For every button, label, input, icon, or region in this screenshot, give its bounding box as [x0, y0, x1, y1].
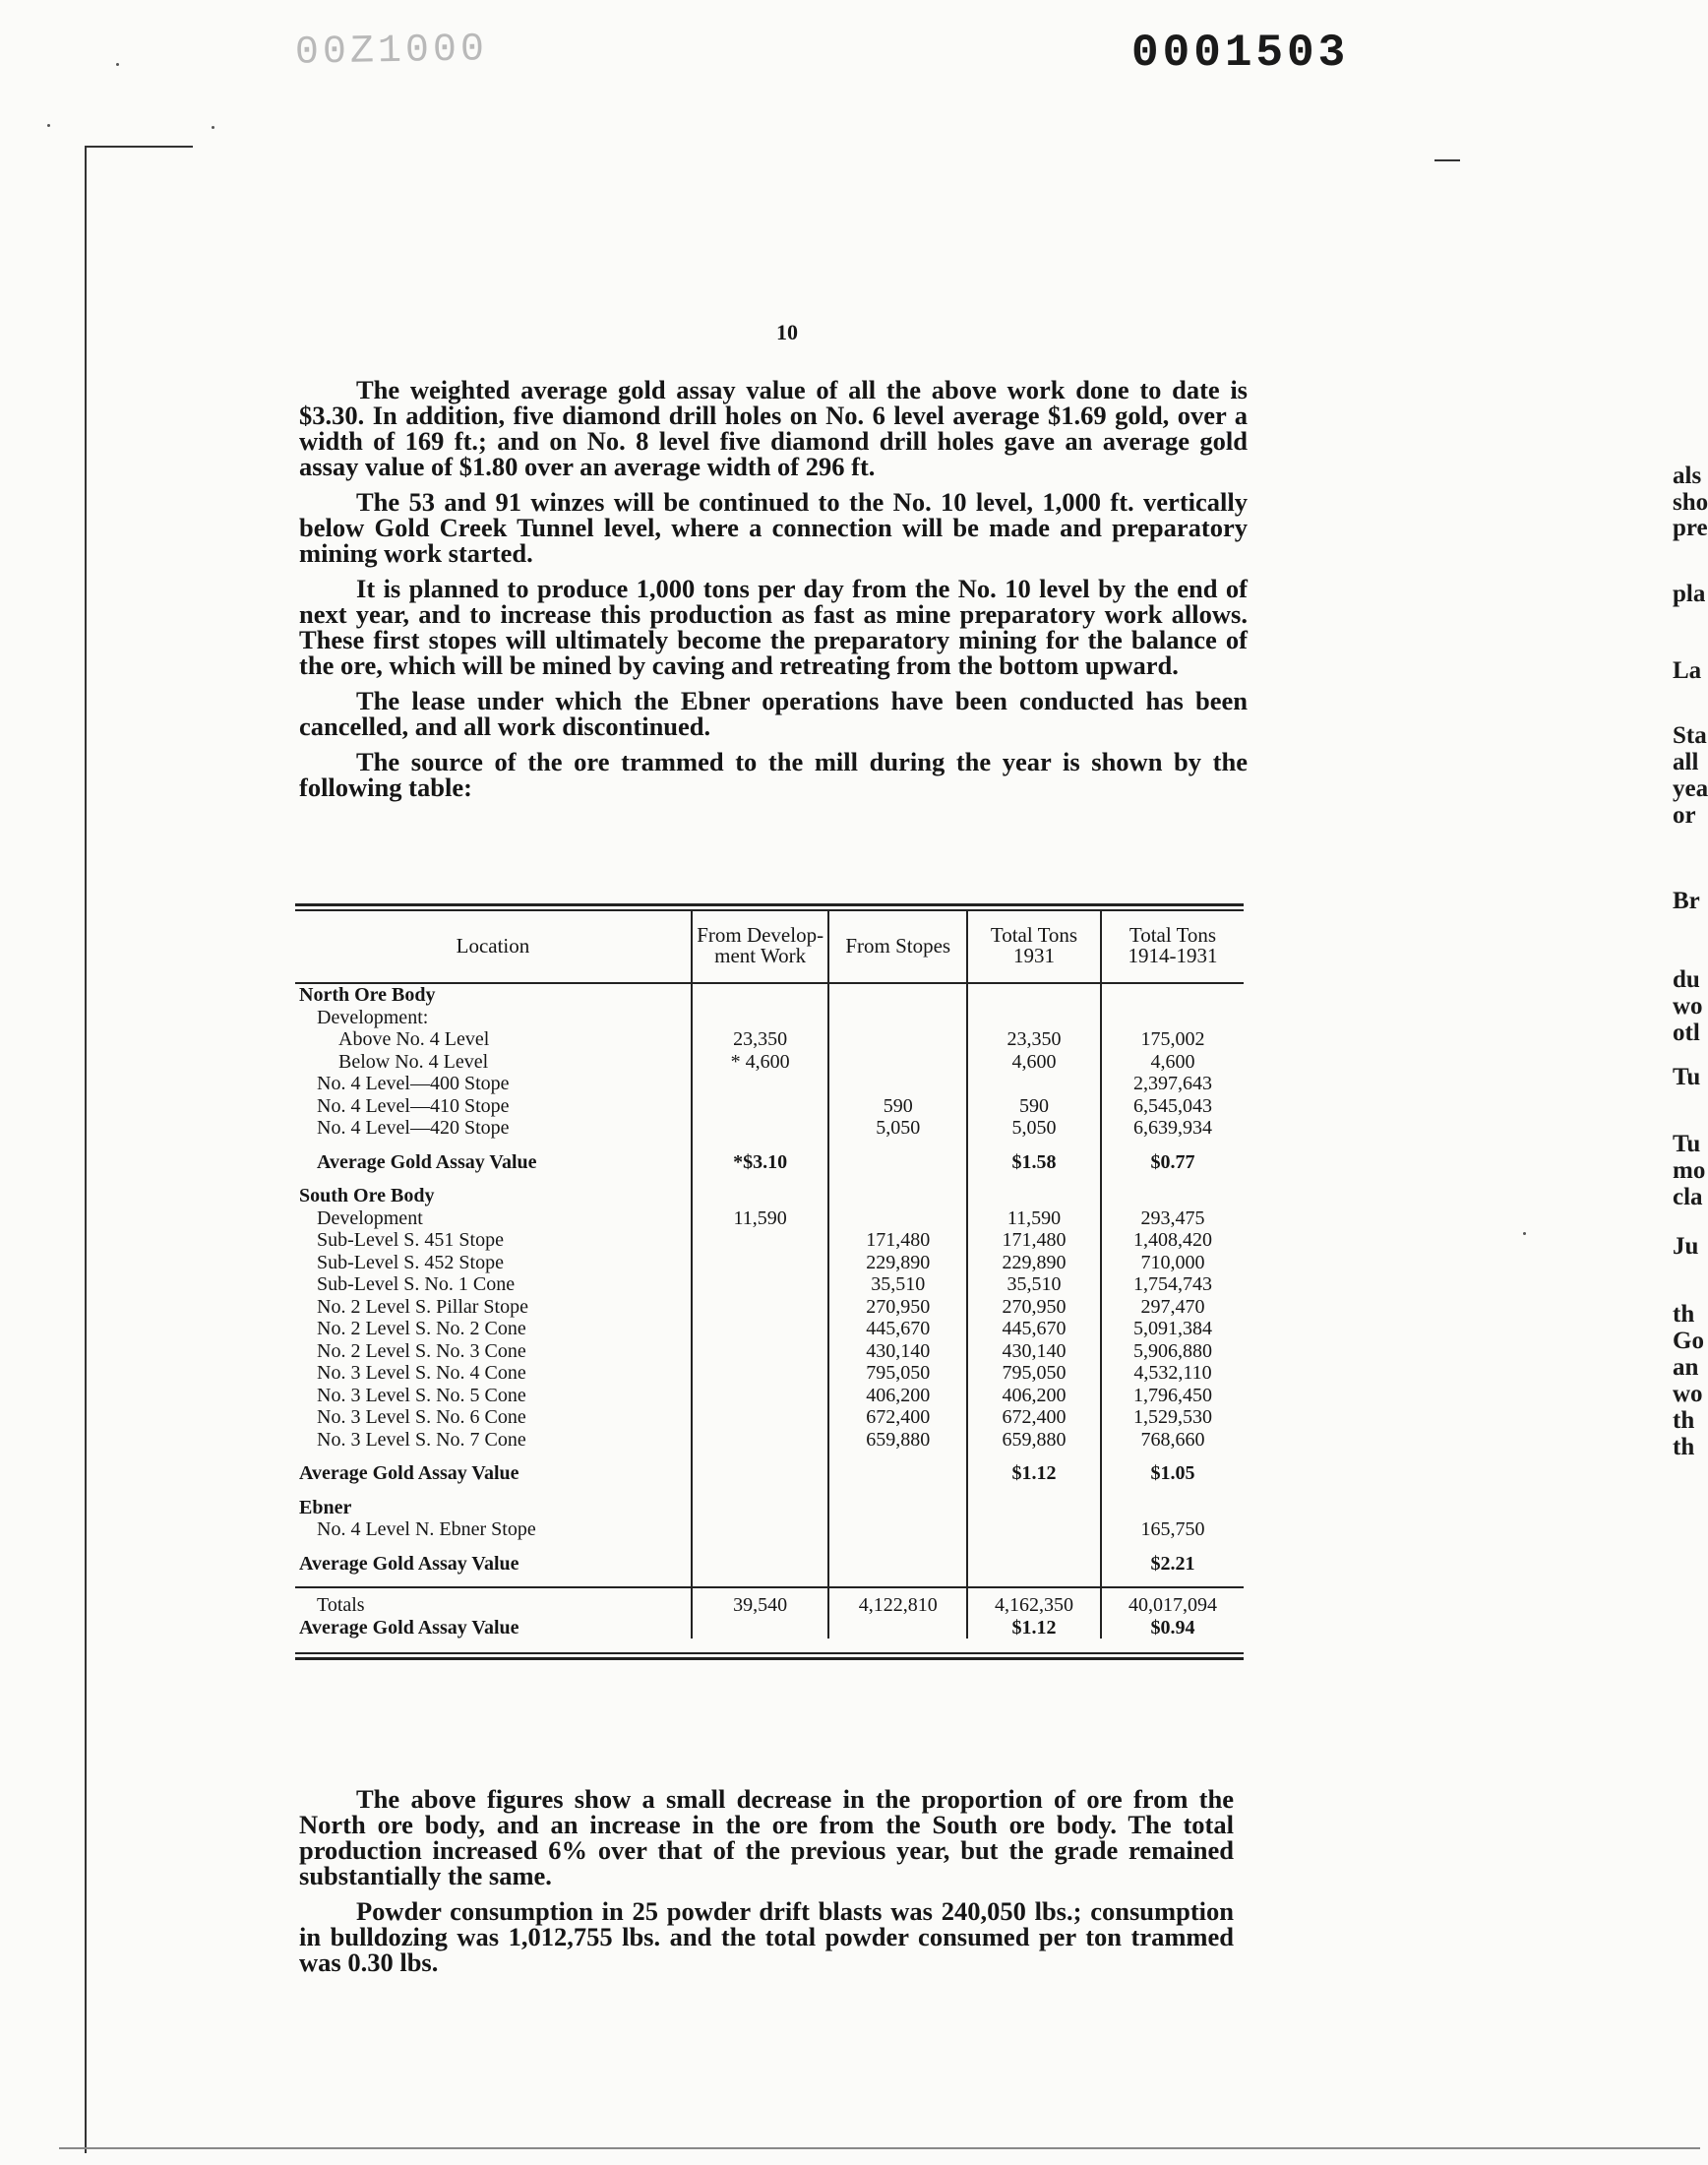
value-cell: 270,950	[967, 1296, 1101, 1319]
value-cell	[692, 1073, 829, 1095]
table-row	[295, 1117, 1244, 1140]
value-cell	[692, 1497, 829, 1519]
value-cell	[692, 1362, 829, 1385]
value-cell: 1,529,530	[1101, 1406, 1244, 1429]
value-cell: $0.94	[1101, 1617, 1244, 1639]
gap-cell	[828, 1140, 967, 1151]
margin-fragment: sho	[1673, 489, 1708, 516]
row-label-cell	[295, 1296, 692, 1319]
value-cell: 39,540	[692, 1587, 829, 1617]
value-cell: 6,545,043	[1101, 1095, 1244, 1118]
row-label: No. 2 Level S. Pillar Stope	[317, 1295, 528, 1318]
gap-cell	[967, 1173, 1101, 1185]
value-cell: 35,510	[828, 1273, 967, 1296]
value-cell	[828, 1028, 967, 1051]
row-label: Average Gold Assay Value	[317, 1150, 537, 1173]
row-label-cell	[295, 1207, 692, 1230]
paragraph: The lease under which the Ebner operations have been conducted has been cancelled, and all work discontinued.	[299, 686, 1248, 741]
value-cell	[1101, 1185, 1244, 1207]
row-label: No. 2 Level S. No. 3 Cone	[317, 1339, 526, 1362]
value-cell: 5,091,384	[1101, 1318, 1244, 1340]
table-gap-row	[295, 1173, 1244, 1185]
table-row	[295, 1518, 1244, 1541]
value-cell: 430,140	[828, 1340, 967, 1363]
margin-fragment: Go	[1673, 1328, 1704, 1354]
table-row	[295, 1051, 1244, 1074]
margin-fragment: Tu	[1673, 1131, 1701, 1157]
header-development: From Develop- ment Work	[692, 911, 829, 983]
value-cell: $1.05	[1101, 1462, 1244, 1485]
table-gap-row	[295, 1575, 1244, 1587]
gap-cell	[295, 1173, 692, 1185]
row-label-cell	[295, 983, 692, 1007]
header-total-1931: Total Tons 1931	[967, 911, 1101, 983]
table-row	[295, 1073, 1244, 1095]
value-cell: 590	[828, 1095, 967, 1118]
page-edge-right-mark	[1434, 159, 1460, 161]
row-label: Totals	[317, 1594, 365, 1616]
value-cell: 659,880	[967, 1429, 1101, 1452]
table-bottom-rule	[295, 1652, 1244, 1660]
row-label-cell	[295, 1318, 692, 1340]
table-row	[295, 1617, 1244, 1639]
value-cell: 171,480	[828, 1229, 967, 1252]
value-cell	[828, 1497, 967, 1519]
table-row	[295, 1587, 1244, 1617]
row-label-cell	[295, 1073, 692, 1095]
ore-table	[295, 911, 1244, 1639]
body-text-bottom	[299, 1786, 1234, 1985]
row-label: Development	[317, 1206, 423, 1229]
value-cell	[692, 1553, 829, 1576]
value-cell	[692, 1340, 829, 1363]
value-cell: 672,400	[828, 1406, 967, 1429]
row-label-cell	[295, 1340, 692, 1363]
value-cell: 11,590	[967, 1207, 1101, 1230]
value-cell: $2.21	[1101, 1553, 1244, 1576]
value-cell: $1.58	[967, 1151, 1101, 1174]
value-cell: 165,750	[1101, 1518, 1244, 1541]
row-label-cell	[295, 1553, 692, 1576]
gap-cell	[828, 1575, 967, 1587]
table-top-rule	[295, 903, 1244, 911]
row-label: Average Gold Assay Value	[299, 1616, 519, 1639]
value-cell: 270,950	[828, 1296, 967, 1319]
speck	[116, 63, 119, 66]
gap-cell	[1101, 1575, 1244, 1587]
value-cell	[692, 1185, 829, 1207]
value-cell	[828, 1185, 967, 1207]
paragraph: The source of the ore trammed to the mill during the year is shown by the following table:	[299, 747, 1248, 802]
row-label: No. 4 Level—420 Stope	[317, 1117, 510, 1139]
margin-fragment: Ju	[1673, 1233, 1699, 1260]
value-cell: $1.12	[967, 1462, 1101, 1485]
value-cell: 4,532,110	[1101, 1362, 1244, 1385]
margin-fragment: wo	[1673, 1381, 1703, 1407]
row-label: Average Gold Assay Value	[299, 1552, 519, 1575]
table-row	[295, 1273, 1244, 1296]
value-cell: 175,002	[1101, 1028, 1244, 1051]
table-row	[295, 1362, 1244, 1385]
value-cell	[967, 1497, 1101, 1519]
value-cell	[828, 1207, 967, 1230]
value-cell: 768,660	[1101, 1429, 1244, 1452]
value-cell: 1,796,450	[1101, 1385, 1244, 1407]
value-cell: 590	[967, 1095, 1101, 1118]
value-cell	[1101, 1007, 1244, 1029]
row-label: Average Gold Assay Value	[299, 1462, 519, 1484]
row-label: Sub-Level S. No. 1 Cone	[317, 1273, 516, 1295]
row-label: Below No. 4 Level	[338, 1050, 489, 1073]
gap-cell	[295, 1140, 692, 1151]
value-cell	[692, 1273, 829, 1296]
margin-fragment: pla	[1673, 581, 1706, 607]
row-label-cell	[295, 1406, 692, 1429]
row-label: No. 4 Level N. Ebner Stope	[317, 1518, 536, 1540]
margin-fragment: pre	[1673, 515, 1708, 541]
faded-stamp: 00Z1000	[294, 28, 489, 76]
gap-cell	[828, 1451, 967, 1462]
margin-fragment: otl	[1673, 1020, 1700, 1046]
value-cell	[692, 1229, 829, 1252]
table-row	[295, 1497, 1244, 1519]
value-cell	[692, 1617, 829, 1639]
body-text-top	[299, 377, 1248, 810]
table-row	[295, 1429, 1244, 1452]
table-row	[295, 1553, 1244, 1576]
value-cell: 40,017,094	[1101, 1587, 1244, 1617]
speck	[1523, 1232, 1526, 1235]
paragraph: The above figures show a small decrease in the proportion of ore from the North ore body, and an increase in the ore from the South ore body. The total production increased 6% over that of the previous year, but the grade remained substantially the same.	[299, 1784, 1234, 1890]
margin-fragment: als	[1673, 463, 1702, 489]
header-location: Location	[295, 911, 692, 983]
row-label-cell	[295, 1497, 692, 1519]
value-cell: 5,050	[828, 1117, 967, 1140]
page-edge-left	[85, 146, 87, 2153]
row-label-cell	[295, 1518, 692, 1541]
gap-cell	[1101, 1541, 1244, 1553]
value-cell: * 4,600	[692, 1051, 829, 1074]
value-cell	[692, 1117, 829, 1140]
table-row	[295, 1151, 1244, 1174]
margin-fragment: yea	[1673, 775, 1708, 802]
paragraph: The 53 and 91 winzes will be continued to the No. 10 level, 1,000 ft. vertically below Gold Creek Tunnel level, where a connection will be made and preparatory mining work started.	[299, 487, 1248, 568]
value-cell	[828, 1151, 967, 1174]
value-cell	[692, 983, 829, 1007]
row-label: Development:	[317, 1006, 429, 1028]
table-gap-row	[295, 1140, 1244, 1151]
row-label: Sub-Level S. 451 Stope	[317, 1229, 504, 1251]
margin-fragment: wo	[1673, 993, 1703, 1020]
value-cell	[692, 1296, 829, 1319]
value-cell	[967, 1553, 1101, 1576]
margin-fragment: Sta	[1673, 722, 1707, 749]
value-cell	[967, 1073, 1101, 1095]
gap-cell	[692, 1485, 829, 1497]
value-cell	[692, 1462, 829, 1485]
header-stopes: From Stopes	[828, 911, 967, 983]
value-cell	[692, 1518, 829, 1541]
margin-fragment: du	[1673, 966, 1700, 993]
table-row	[295, 1007, 1244, 1029]
row-label: Sub-Level S. 452 Stope	[317, 1251, 504, 1273]
value-cell	[967, 1007, 1101, 1029]
row-label-cell	[295, 1007, 692, 1029]
row-label: No. 3 Level S. No. 6 Cone	[317, 1406, 526, 1428]
value-cell: 35,510	[967, 1273, 1101, 1296]
gap-cell	[295, 1575, 692, 1587]
gap-cell	[1101, 1451, 1244, 1462]
gap-cell	[967, 1140, 1101, 1151]
margin-fragment: all	[1673, 749, 1699, 775]
gap-cell	[967, 1575, 1101, 1587]
value-cell: 795,050	[828, 1362, 967, 1385]
table-row	[295, 1318, 1244, 1340]
gap-cell	[967, 1485, 1101, 1497]
row-label-cell	[295, 1362, 692, 1385]
row-label: Above No. 4 Level	[338, 1028, 490, 1050]
row-label: No. 3 Level S. No. 5 Cone	[317, 1384, 526, 1406]
value-cell: 229,890	[967, 1252, 1101, 1274]
value-cell	[1101, 1497, 1244, 1519]
table-gap-row	[295, 1541, 1244, 1553]
value-cell: 430,140	[967, 1340, 1101, 1363]
table-row	[295, 1462, 1244, 1485]
row-label-cell	[295, 1252, 692, 1274]
page-edge-bottom	[59, 2147, 1700, 2149]
value-cell	[692, 1252, 829, 1274]
header-total-1914-1931: Total Tons 1914-1931	[1101, 911, 1244, 983]
row-label: No. 4 Level—400 Stope	[317, 1073, 510, 1094]
table-row	[295, 1340, 1244, 1363]
margin-fragment: mo	[1673, 1157, 1706, 1184]
gap-cell	[967, 1541, 1101, 1553]
ore-source-table	[295, 903, 1244, 1660]
gap-cell	[692, 1575, 829, 1587]
table-gap-row	[295, 1451, 1244, 1462]
value-cell	[1101, 983, 1244, 1007]
value-cell	[692, 1318, 829, 1340]
document-number-stamp: 0001503	[1131, 28, 1350, 79]
value-cell	[692, 1095, 829, 1118]
row-label-cell	[295, 1095, 692, 1118]
table-row	[295, 1095, 1244, 1118]
table-row	[295, 1229, 1244, 1252]
value-cell: 171,480	[967, 1229, 1101, 1252]
row-label-cell	[295, 1151, 692, 1174]
row-label-cell	[295, 1617, 692, 1639]
table-header-row	[295, 911, 1244, 983]
row-label-cell	[295, 1462, 692, 1485]
table-gap-row	[295, 1485, 1244, 1497]
row-label: No. 4 Level—410 Stope	[317, 1094, 510, 1117]
value-cell: 795,050	[967, 1362, 1101, 1385]
row-label-cell	[295, 1429, 692, 1452]
value-cell: 4,600	[967, 1051, 1101, 1074]
row-label: Ebner	[299, 1496, 352, 1518]
value-cell	[828, 1553, 967, 1576]
gap-cell	[828, 1541, 967, 1553]
row-label-cell	[295, 1587, 692, 1617]
row-label: No. 3 Level S. No. 7 Cone	[317, 1428, 526, 1451]
value-cell: 6,639,934	[1101, 1117, 1244, 1140]
paragraph: It is planned to produce 1,000 tons per day from the No. 10 level by the end of next year, and to increase this production as fast as mine preparatory work allows. These first stopes will ultimately become the preparatory mining for the balance of the ore, which will be mined by caving and retreating from the bottom upward.	[299, 574, 1248, 680]
value-cell: 2,397,643	[1101, 1073, 1244, 1095]
gap-cell	[692, 1140, 829, 1151]
gap-cell	[1101, 1485, 1244, 1497]
value-cell: 4,600	[1101, 1051, 1244, 1074]
paragraph: Powder consumption in 25 powder drift blasts was 240,050 lbs.; consumption in bulldozing was 1,012,755 lbs. and the total powder consumed per ton trammed was 0.30 lbs.	[299, 1896, 1234, 1977]
value-cell	[828, 1007, 967, 1029]
value-cell: 710,000	[1101, 1252, 1244, 1274]
value-cell: 229,890	[828, 1252, 967, 1274]
row-label-cell	[295, 1229, 692, 1252]
gap-cell	[1101, 1140, 1244, 1151]
value-cell: 293,475	[1101, 1207, 1244, 1230]
value-cell: 672,400	[967, 1406, 1101, 1429]
value-cell	[828, 983, 967, 1007]
value-cell: 23,350	[967, 1028, 1101, 1051]
row-label: No. 3 Level S. No. 4 Cone	[317, 1362, 526, 1384]
value-cell	[692, 1429, 829, 1452]
value-cell: 5,906,880	[1101, 1340, 1244, 1363]
value-cell: 659,880	[828, 1429, 967, 1452]
speck	[47, 124, 50, 127]
gap-cell	[967, 1451, 1101, 1462]
value-cell: 4,122,810	[828, 1587, 967, 1617]
value-cell: 23,350	[692, 1028, 829, 1051]
value-cell: 11,590	[692, 1207, 829, 1230]
margin-fragment: Tu	[1673, 1064, 1701, 1090]
value-cell: $1.12	[967, 1617, 1101, 1639]
value-cell	[828, 1462, 967, 1485]
margin-fragment: La	[1673, 657, 1702, 684]
row-label-cell	[295, 1117, 692, 1140]
gap-cell	[295, 1451, 692, 1462]
table-row	[295, 1185, 1244, 1207]
margin-fragment: or	[1673, 802, 1696, 829]
table-body	[295, 983, 1244, 1639]
margin-fragment: th	[1673, 1301, 1695, 1328]
gap-cell	[295, 1485, 692, 1497]
table-row	[295, 1406, 1244, 1429]
row-label-cell	[295, 1185, 692, 1207]
margin-fragment: an	[1673, 1354, 1699, 1381]
speck	[212, 126, 214, 129]
margin-fragment: Br	[1673, 888, 1700, 914]
table-row	[295, 1385, 1244, 1407]
value-cell	[828, 1617, 967, 1639]
row-label-cell	[295, 1028, 692, 1051]
gap-cell	[1101, 1173, 1244, 1185]
table-row	[295, 983, 1244, 1007]
margin-fragment: th	[1673, 1434, 1695, 1460]
page-number: 10	[776, 320, 798, 344]
value-cell: 297,470	[1101, 1296, 1244, 1319]
table-row	[295, 1028, 1244, 1051]
value-cell	[967, 1518, 1101, 1541]
gap-cell	[692, 1173, 829, 1185]
value-cell: 5,050	[967, 1117, 1101, 1140]
margin-fragment: cla	[1673, 1184, 1703, 1210]
value-cell: 406,200	[967, 1385, 1101, 1407]
table-row	[295, 1296, 1244, 1319]
row-label: North Ore Body	[299, 984, 436, 1006]
value-cell: 4,162,350	[967, 1587, 1101, 1617]
value-cell: *$3.10	[692, 1151, 829, 1174]
row-label-cell	[295, 1051, 692, 1074]
value-cell: 445,670	[828, 1318, 967, 1340]
gap-cell	[828, 1485, 967, 1497]
value-cell	[692, 1007, 829, 1029]
value-cell: 1,754,743	[1101, 1273, 1244, 1296]
value-cell	[967, 983, 1101, 1007]
page-edge-top	[85, 146, 193, 148]
gap-cell	[692, 1451, 829, 1462]
row-label-cell	[295, 1385, 692, 1407]
gap-cell	[692, 1541, 829, 1553]
gap-cell	[828, 1173, 967, 1185]
row-label-cell	[295, 1273, 692, 1296]
paragraph: The weighted average gold assay value of all the above work done to date is $3.30. In addition, five diamond drill holes on No. 6 level average $1.69 gold, over a width of 169 ft.; and on No. 8 level five diamond drill holes gave an average gold assay value of $1.80 over an average width of 296 ft.	[299, 375, 1248, 481]
value-cell	[828, 1073, 967, 1095]
value-cell	[692, 1406, 829, 1429]
value-cell	[692, 1385, 829, 1407]
value-cell: $0.77	[1101, 1151, 1244, 1174]
value-cell: 1,408,420	[1101, 1229, 1244, 1252]
value-cell: 445,670	[967, 1318, 1101, 1340]
table-row	[295, 1207, 1244, 1230]
row-label: South Ore Body	[299, 1185, 435, 1206]
value-cell	[828, 1518, 967, 1541]
margin-fragment: th	[1673, 1407, 1695, 1434]
row-label: No. 2 Level S. No. 2 Cone	[317, 1318, 526, 1339]
value-cell	[967, 1185, 1101, 1207]
table-row	[295, 1252, 1244, 1274]
value-cell: 406,200	[828, 1385, 967, 1407]
value-cell	[828, 1051, 967, 1074]
gap-cell	[295, 1541, 692, 1553]
